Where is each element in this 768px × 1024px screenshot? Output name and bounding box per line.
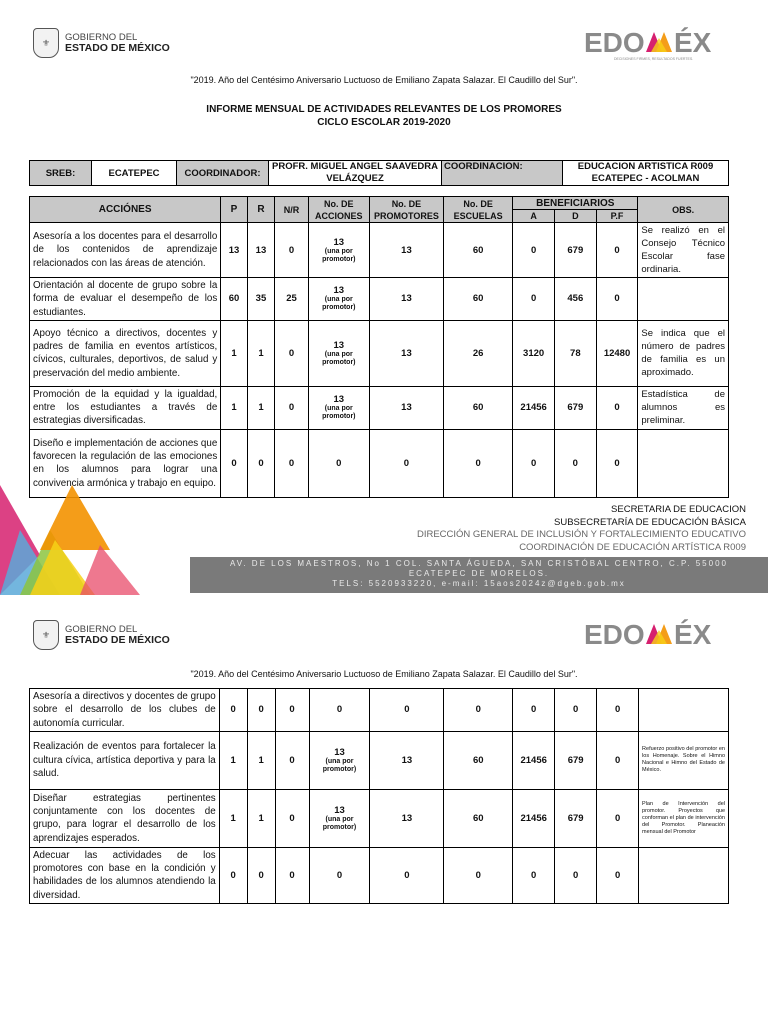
table-row bbox=[30, 789, 729, 847]
cell-d: 679 bbox=[555, 789, 597, 847]
col-no-promotores: No. DE PROMOTORES bbox=[369, 197, 443, 223]
cell-p: 60 bbox=[221, 278, 247, 321]
footer-line3: DIRECCIÓN GENERAL DE INCLUSIÓN Y FORTALECIMIENTO EDUCATIVO bbox=[416, 529, 746, 540]
svg-text:ÉX: ÉX bbox=[674, 27, 712, 58]
cell-nr: 0 bbox=[275, 320, 309, 386]
cell-no-acciones bbox=[308, 386, 369, 429]
cell-accion: Adecuar las actividades de los promotores con base en la condición y habilidades de los alumnos atendiendo la diversidad. bbox=[30, 847, 220, 903]
cell-a: 3120 bbox=[513, 320, 555, 386]
cell-promotores: 13 bbox=[369, 320, 443, 386]
acciones-note: (una por promotor) bbox=[322, 350, 356, 366]
cell-nr: 25 bbox=[275, 278, 309, 321]
acciones-value: 13 bbox=[333, 394, 345, 406]
table-row bbox=[30, 320, 729, 386]
cell-escuelas: 26 bbox=[444, 320, 513, 386]
cell-escuelas: 60 bbox=[444, 731, 513, 789]
cell-obs bbox=[638, 429, 729, 497]
table-body-page1 bbox=[30, 223, 729, 498]
sreb-label: SREB: bbox=[30, 161, 92, 186]
cell-nr: 0 bbox=[275, 429, 309, 497]
cell-obs bbox=[638, 278, 729, 321]
gov-line1-page2: GOBIERNO DEL bbox=[65, 624, 138, 635]
cell-d: 679 bbox=[554, 386, 596, 429]
cell-nr: 0 bbox=[275, 847, 309, 903]
col-nr: N/R bbox=[275, 197, 309, 223]
activities-table-page2 bbox=[29, 688, 729, 904]
col-obs: OBS. bbox=[638, 197, 729, 223]
cell-promotores: 13 bbox=[370, 789, 444, 847]
motto: "2019. Año del Centésimo Aniversario Luctuoso de Emiliano Zapata Salazar. El Caudillo del Sur". bbox=[190, 75, 578, 85]
acciones-value: 13 bbox=[333, 285, 345, 297]
table-row bbox=[30, 223, 729, 278]
svg-text:EDO: EDO bbox=[584, 27, 645, 58]
table-row bbox=[30, 689, 729, 732]
cell-a: 0 bbox=[513, 278, 555, 321]
cell-r: 0 bbox=[247, 847, 275, 903]
cell-escuelas: 60 bbox=[444, 789, 513, 847]
cell-promotores: 0 bbox=[369, 429, 443, 497]
activities-table bbox=[29, 196, 729, 498]
coat-of-arms-icon: ⚜ bbox=[33, 28, 59, 58]
address-line1: AV. DE LOS MAESTROS, No 1 COL. SANTA ÁGUEDA, SAN CRISTÓBAL CENTRO, C.P. 55000 bbox=[230, 559, 728, 568]
cell-a: 21456 bbox=[513, 731, 555, 789]
cell-pf: 0 bbox=[596, 223, 638, 278]
cell-pf: 0 bbox=[596, 429, 638, 497]
col-acciones: ACCIÓNES bbox=[30, 197, 221, 223]
cell-escuelas: 60 bbox=[444, 278, 513, 321]
col-p: P bbox=[221, 197, 247, 223]
cell-no-acciones bbox=[309, 847, 370, 903]
col-r: R bbox=[247, 197, 274, 223]
cell-d: 78 bbox=[554, 320, 596, 386]
cell-p: 0 bbox=[219, 689, 247, 732]
cell-r: 1 bbox=[247, 386, 274, 429]
gov-line2: ESTADO DE MÉXICO bbox=[65, 42, 170, 54]
table-row bbox=[30, 278, 729, 321]
acciones-value: 13 bbox=[333, 339, 345, 351]
address-band bbox=[190, 557, 768, 593]
cell-r: 35 bbox=[247, 278, 274, 321]
cell-no-acciones bbox=[309, 731, 370, 789]
cell-p: 0 bbox=[219, 847, 247, 903]
gov-line1: GOBIERNO DEL bbox=[65, 32, 138, 43]
cell-accion: Realización de eventos para fortalecer la cultura cívica, artística deportiva y para la salud. bbox=[30, 731, 220, 789]
cell-d: 0 bbox=[555, 689, 597, 732]
svg-text:EDO: EDO bbox=[584, 619, 645, 650]
table-row bbox=[30, 386, 729, 429]
cell-nr: 0 bbox=[275, 386, 309, 429]
cell-a: 0 bbox=[513, 223, 555, 278]
footer-line4: COORDINACIÓN DE EDUCACIÓN ARTÍSTICA R009 bbox=[519, 541, 746, 553]
acciones-value: 0 bbox=[336, 869, 343, 881]
footer-decoration bbox=[0, 485, 200, 595]
cell-p: 1 bbox=[219, 789, 247, 847]
gov-line2-page2: ESTADO DE MÉXICO bbox=[65, 634, 170, 646]
cell-p: 1 bbox=[221, 320, 247, 386]
cell-accion: Asesoría a los docentes para el desarrollo de los contenidos de aprendizaje relacionados con las áreas de atención. bbox=[30, 223, 221, 278]
motto-page2: "2019. Año del Centésimo Aniversario Luctuoso de Emiliano Zapata Salazar. El Caudillo del Sur". bbox=[190, 669, 578, 679]
cell-escuelas: 60 bbox=[444, 223, 513, 278]
cell-obs: Se indica que el número de padres de familia es un aproximado. bbox=[638, 320, 729, 386]
cell-escuelas: 0 bbox=[444, 429, 513, 497]
cell-pf: 0 bbox=[597, 731, 639, 789]
acciones-value: 13 bbox=[333, 236, 345, 248]
cell-r: 1 bbox=[247, 731, 275, 789]
gobierno-logo bbox=[33, 28, 170, 58]
footer-institution bbox=[346, 504, 746, 554]
coat-of-arms-icon: ⚜ bbox=[33, 620, 59, 650]
acciones-note: (una por promotor) bbox=[322, 247, 356, 263]
coordinacion-label: COORDINACION: bbox=[442, 161, 563, 186]
cell-no-acciones bbox=[309, 789, 370, 847]
cell-obs bbox=[639, 689, 729, 732]
cell-no-acciones bbox=[308, 223, 369, 278]
cell-a: 21456 bbox=[513, 789, 555, 847]
cell-accion: Apoyo técnico a directivos, docentes y padres de familia en eventos artísticos, cívicos, culturales, deportivos, de salud y preservación del medio ambiente. bbox=[30, 320, 221, 386]
acciones-note: (una por promotor) bbox=[322, 815, 357, 831]
cell-a: 0 bbox=[513, 689, 555, 732]
cell-d: 456 bbox=[554, 278, 596, 321]
report-title-line2: CICLO ESCOLAR 2019-2020 bbox=[317, 117, 451, 128]
cell-p: 0 bbox=[221, 429, 247, 497]
cell-p: 1 bbox=[221, 386, 247, 429]
cell-no-acciones bbox=[308, 320, 369, 386]
cell-r: 0 bbox=[247, 429, 274, 497]
acciones-note: (una por promotor) bbox=[322, 757, 357, 773]
cell-obs: Estadística de alumnos es preliminar. bbox=[638, 386, 729, 429]
col-no-escuelas: No. DE ESCUELAS bbox=[444, 197, 513, 223]
coordinacion-value: EDUCACION ARTISTICA R009 ECATEPEC - ACOLMAN bbox=[563, 161, 729, 186]
cell-p: 13 bbox=[221, 223, 247, 278]
footer-line2: SUBSECRETARÍA DE EDUCACIÓN BÁSICA bbox=[554, 516, 746, 528]
cell-pf: 0 bbox=[596, 386, 638, 429]
footer-line1: SECRETARIA DE EDUCACION bbox=[611, 504, 746, 515]
cell-obs bbox=[639, 847, 729, 903]
cell-d: 0 bbox=[555, 847, 597, 903]
cell-d: 0 bbox=[554, 429, 596, 497]
cell-pf: 12480 bbox=[596, 320, 638, 386]
table-row bbox=[30, 731, 729, 789]
cell-a: 21456 bbox=[513, 386, 555, 429]
table-body-page2 bbox=[30, 689, 729, 904]
cell-pf: 0 bbox=[597, 789, 639, 847]
svg-text:ÉX: ÉX bbox=[674, 619, 712, 650]
cell-escuelas: 0 bbox=[444, 847, 513, 903]
cell-accion: Diseñar estrategias pertinentes conjuntamente con los docentes de grupo, para lograr el desarrollo de los aprendizajes esperados. bbox=[30, 789, 220, 847]
cell-a: 0 bbox=[513, 847, 555, 903]
cell-obs: Plan de Intervención del promotor. Proyectos que conforman el plan de intervención del Promotor. Planeación mensual del Promotor bbox=[639, 789, 729, 847]
acciones-note: (una por promotor) bbox=[322, 296, 356, 312]
cell-nr: 0 bbox=[275, 689, 309, 732]
coordinator-label: COORDINADOR: bbox=[177, 161, 269, 186]
cell-no-acciones bbox=[308, 278, 369, 321]
cell-promotores: 13 bbox=[369, 223, 443, 278]
info-table bbox=[29, 160, 729, 186]
cell-promotores: 0 bbox=[370, 689, 444, 732]
cell-accion: Diseño e implementación de acciones que favorecen la regulación de las emociones en los alumnos para lograr una convivencia armónica y trabajo en equipo. bbox=[30, 429, 221, 497]
edomex-logo bbox=[584, 24, 720, 67]
acciones-value: 0 bbox=[336, 457, 342, 469]
cell-pf: 0 bbox=[597, 689, 639, 732]
cell-r: 0 bbox=[247, 689, 275, 732]
cell-promotores: 13 bbox=[369, 278, 443, 321]
cell-d: 679 bbox=[554, 223, 596, 278]
cell-accion: Asesoría a directivos y docentes de grupo sobre el desarrollo de los clubes de autonomía curricular. bbox=[30, 689, 220, 732]
cell-escuelas: 60 bbox=[444, 386, 513, 429]
cell-r: 13 bbox=[247, 223, 274, 278]
col-d: D bbox=[554, 210, 596, 223]
cell-obs: Refuerzo positivo del promotor en los Homenaje. Sobre el Himno Nacional e Himno del Estado de México. bbox=[639, 731, 729, 789]
cell-promotores: 13 bbox=[369, 386, 443, 429]
report-title bbox=[0, 103, 768, 129]
cell-nr: 0 bbox=[275, 223, 309, 278]
acciones-value: 13 bbox=[334, 746, 345, 758]
acciones-note: (una por promotor) bbox=[322, 405, 356, 421]
brand-tagline: DECISIONES FIRMES, RESULTADOS FUERTES. bbox=[614, 57, 694, 61]
edomex-logo-page2 bbox=[584, 616, 720, 659]
cell-no-acciones bbox=[309, 689, 370, 732]
cell-accion: Orientación al docente de grupo sobre la forma de evaluar el desempeño de los estudiantes. bbox=[30, 278, 221, 321]
col-beneficiarios: BENEFICIARIOS bbox=[513, 197, 638, 210]
cell-escuelas: 0 bbox=[444, 689, 513, 732]
gobierno-logo-page2 bbox=[33, 620, 170, 650]
col-a: A bbox=[513, 210, 555, 223]
cell-accion: Promoción de la equidad y la igualdad, entre los estudiantes a través de estrategias diversificadas. bbox=[30, 386, 221, 429]
cell-promotores: 0 bbox=[370, 847, 444, 903]
coordinator-value: PROFR. MIGUEL ANGEL SAAVEDRA VELÁZQUEZ bbox=[269, 161, 442, 186]
cell-d: 679 bbox=[555, 731, 597, 789]
sreb-value: ECATEPEC bbox=[92, 161, 177, 186]
col-pf: P.F bbox=[596, 210, 638, 223]
cell-a: 0 bbox=[513, 429, 555, 497]
report-title-line1: INFORME MENSUAL DE ACTIVIDADES RELEVANTES DE LOS PROMORES bbox=[206, 104, 562, 115]
cell-promotores: 13 bbox=[370, 731, 444, 789]
cell-nr: 0 bbox=[275, 731, 309, 789]
cell-nr: 0 bbox=[275, 789, 309, 847]
address-line2: ECATEPEC DE MORELOS. bbox=[408, 569, 550, 578]
cell-obs: Se realizó en el Consejo Técnico Escolar fase ordinaria. bbox=[638, 223, 729, 278]
cell-no-acciones bbox=[308, 429, 369, 497]
acciones-value: 0 bbox=[336, 704, 343, 716]
address-line3: TELS: 5520933220, e-mail: 15aos2024z@dgeb.gob.mx bbox=[332, 579, 626, 588]
cell-r: 1 bbox=[247, 320, 274, 386]
cell-r: 1 bbox=[247, 789, 275, 847]
cell-p: 1 bbox=[219, 731, 247, 789]
table-row bbox=[30, 847, 729, 903]
col-no-acciones: No. DE ACCIONES bbox=[308, 197, 369, 223]
acciones-value: 13 bbox=[334, 804, 345, 816]
cell-pf: 0 bbox=[596, 278, 638, 321]
cell-pf: 0 bbox=[597, 847, 639, 903]
